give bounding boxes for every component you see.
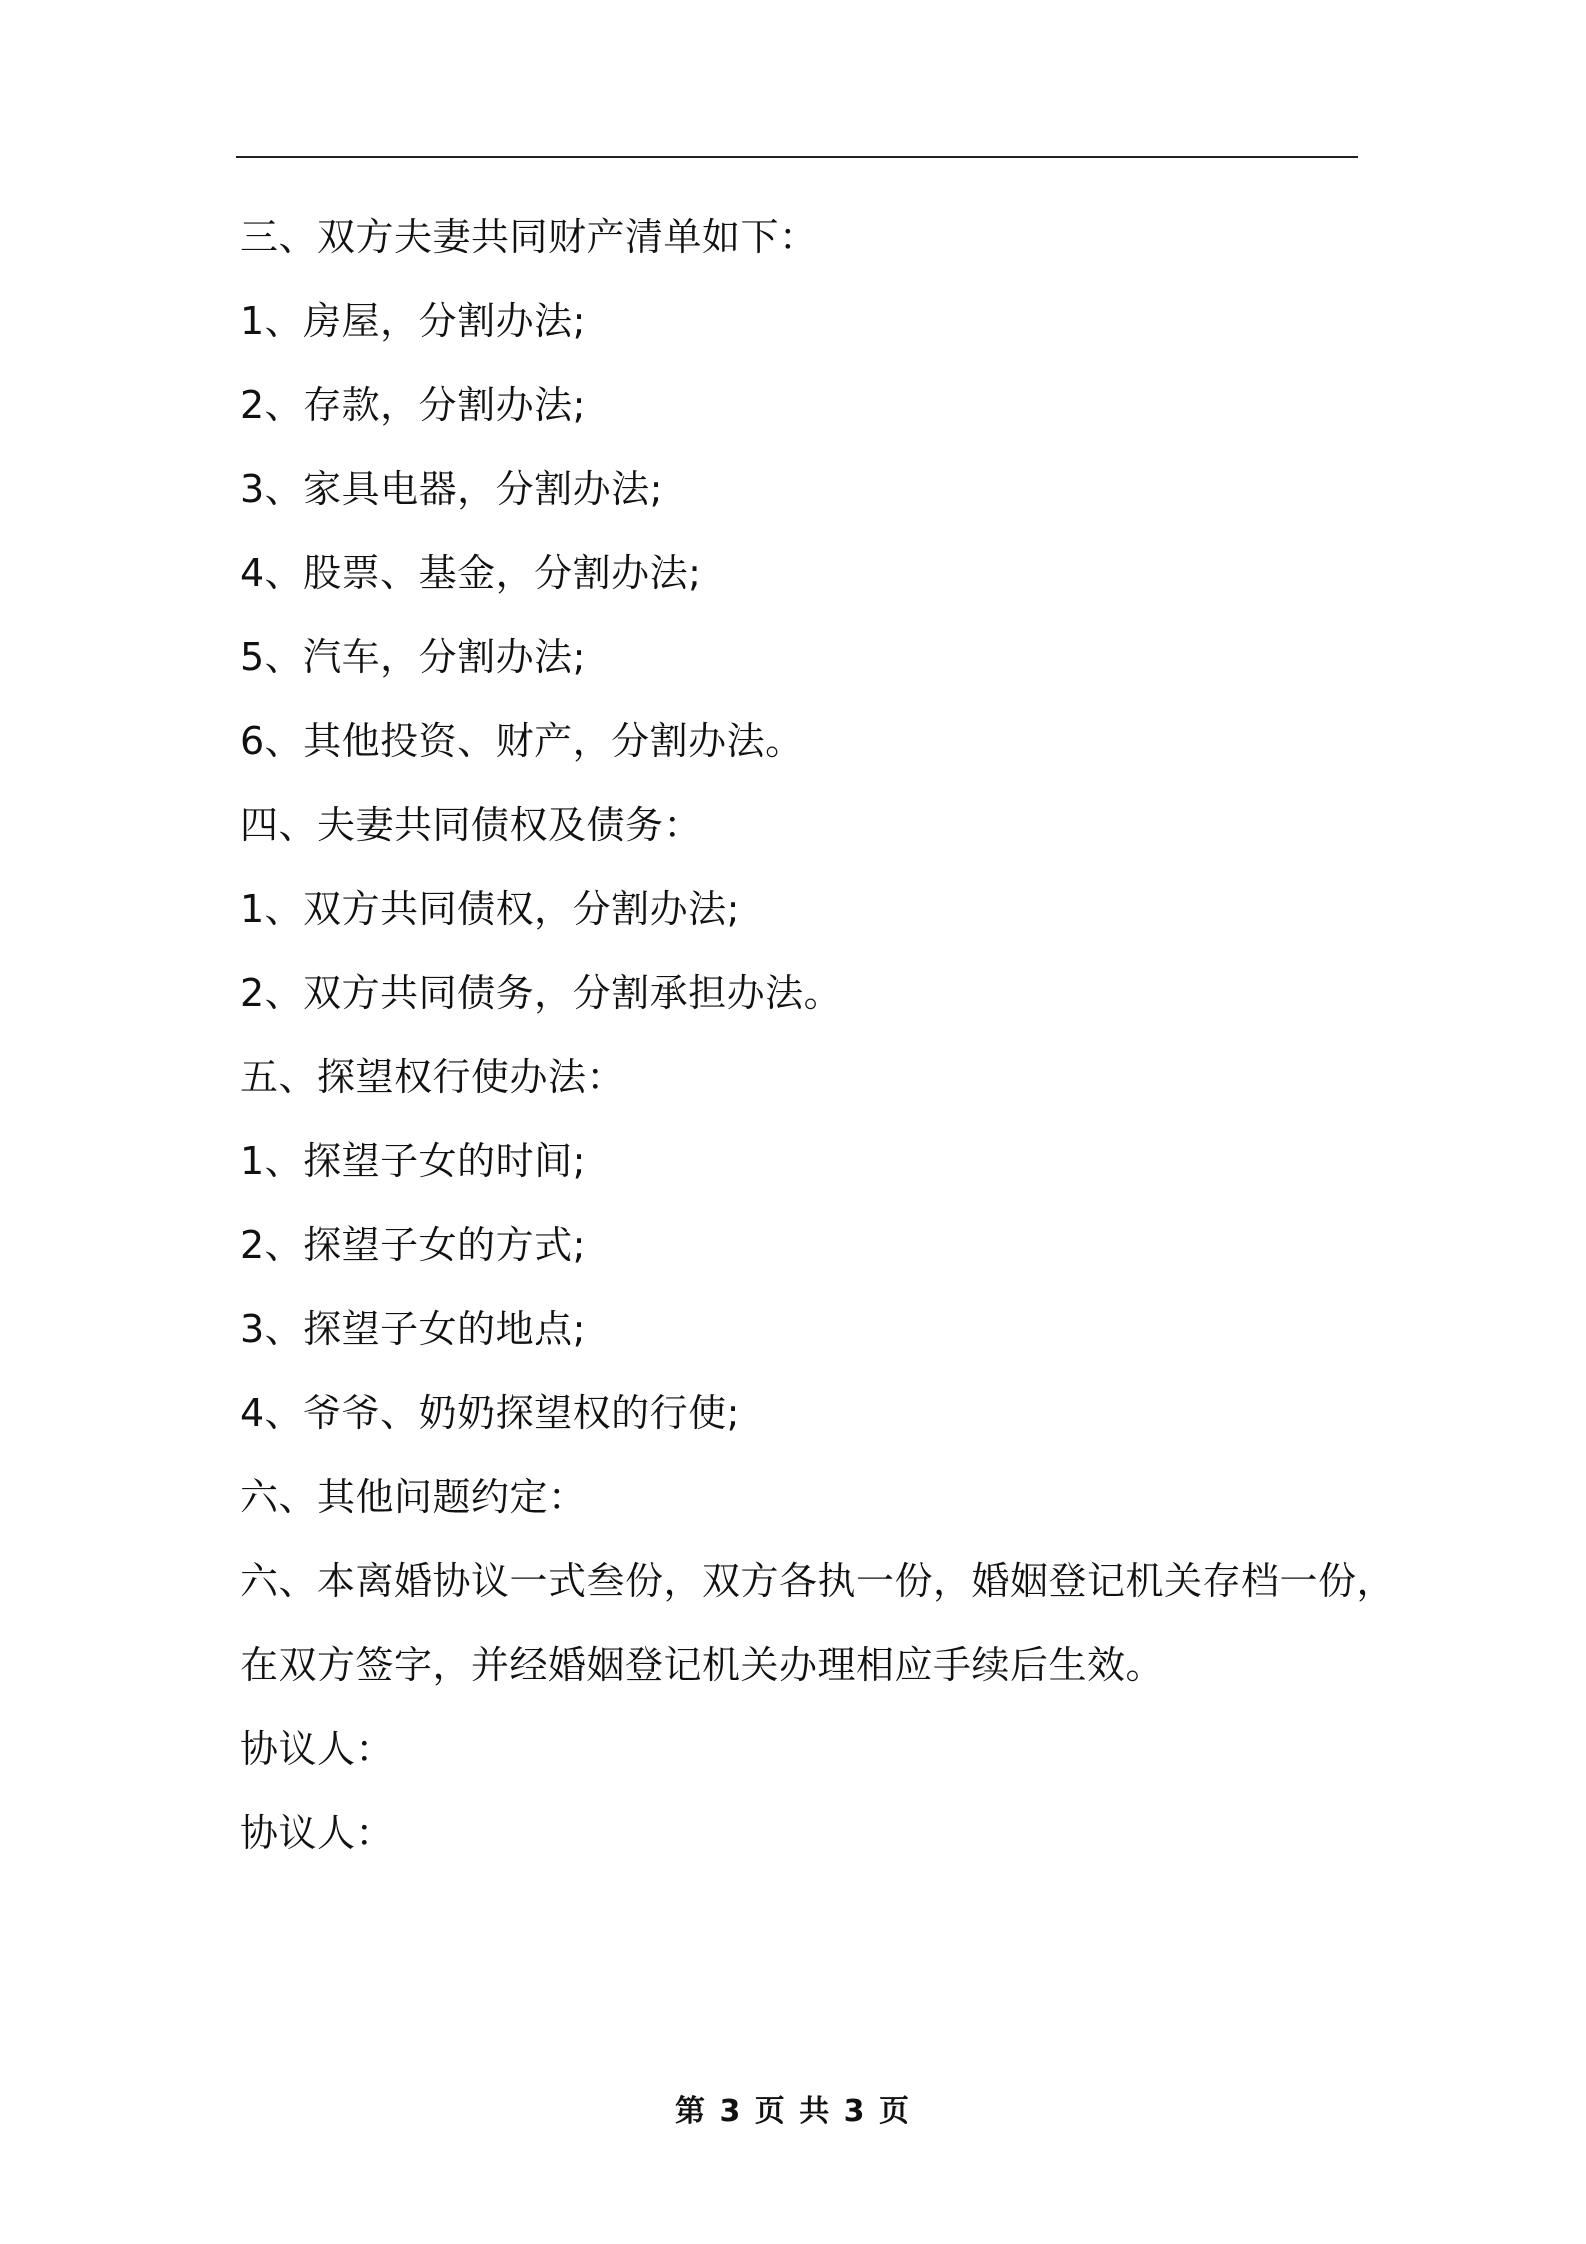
visitation-item-place: 3、探望子女的地点; (240, 1307, 586, 1351)
visitation-item-grandparents: 4、爷爷、奶奶探望权的行使; (240, 1391, 740, 1435)
signatory-1-label: 协议人： (240, 1727, 395, 1771)
property-item-other: 6、其他投资、财产，分割办法。 (240, 719, 804, 763)
property-item-house: 1、房屋，分割办法; (240, 299, 586, 343)
debt-item-debts: 2、双方共同债务，分割承担办法。 (240, 971, 843, 1015)
agreement-copies-clause: 六、本离婚协议一式叁份，双方各执一份，婚姻登记机关存档一份， (240, 1559, 1396, 1603)
header-divider (236, 156, 1358, 158)
property-item-savings: 2、存款，分割办法; (240, 383, 586, 427)
property-item-furniture: 3、家具电器，分割办法; (240, 467, 663, 511)
document-body (240, 195, 1396, 1875)
property-item-stocks: 4、股票、基金，分割办法; (240, 551, 702, 595)
signatory-2-label: 协议人： (240, 1811, 395, 1855)
debt-item-claims: 1、双方共同债权，分割办法; (240, 887, 740, 931)
property-item-car: 5、汽车，分割办法; (240, 635, 586, 679)
visitation-item-time: 1、探望子女的时间; (240, 1139, 586, 1183)
section-3-heading: 三、双方夫妻共同财产清单如下： (240, 215, 818, 259)
page-number-footer: 第 3 页 共 3 页 (675, 2094, 911, 2129)
section-6-heading: 六、其他问题约定： (240, 1475, 587, 1519)
agreement-effective-clause: 在双方签字，并经婚姻登记机关办理相应手续后生效。 (240, 1643, 1165, 1687)
section-5-heading: 五、探望权行使办法： (240, 1055, 626, 1099)
section-4-heading: 四、夫妻共同债权及债务： (240, 803, 703, 847)
visitation-item-method: 2、探望子女的方式; (240, 1223, 586, 1267)
